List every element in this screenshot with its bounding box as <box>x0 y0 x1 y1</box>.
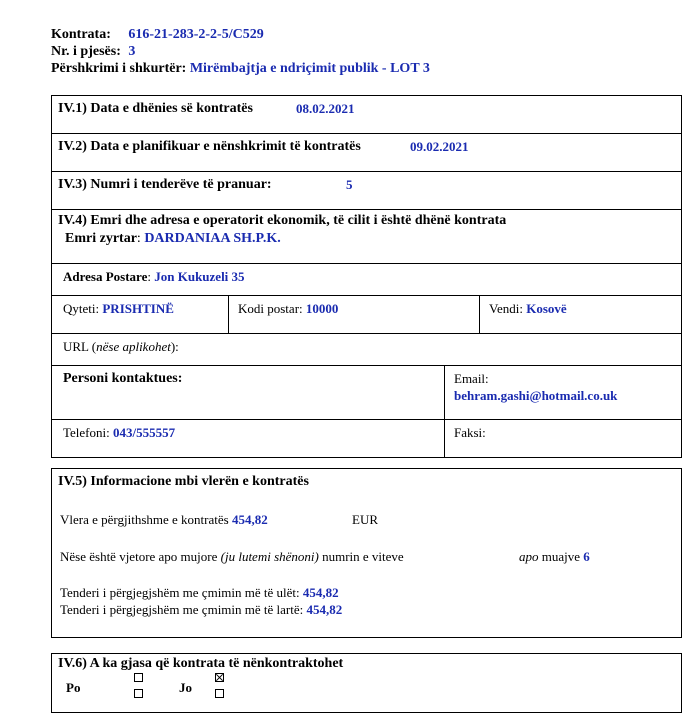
country-value: Kosovë <box>526 301 567 316</box>
email-value: behram.gashi@hotmail.co.uk <box>454 388 618 403</box>
official-name: Emri zyrtar: DARDANIAA SH.P.K. <box>65 231 281 246</box>
total-value-line <box>60 512 268 528</box>
postal-address: Adresa Postare: Jon Kukuzeli 35 <box>63 269 245 284</box>
postal-code-value: 10000 <box>305 301 339 316</box>
postal-address-label: Adresa Postare <box>63 269 148 284</box>
city-label: Qyteti: <box>63 301 100 316</box>
total-value-label: Vlera e përgjithshme e kontratës <box>60 512 229 527</box>
iv1-value: 08.02.2021 <box>296 101 355 116</box>
postal-code-label: Kodi postar: <box>238 301 303 316</box>
section-iv2 <box>52 134 681 172</box>
section-iv6 <box>51 653 682 713</box>
part-line: Nr. i pjesës: 3 <box>51 44 136 59</box>
section-iv4-url <box>52 334 681 366</box>
official-name-label: Emri zyrtar <box>65 231 137 246</box>
iv6-label: IV.6) A ka gjasa që kontrata të nënkontraktohet <box>58 656 344 671</box>
yes-checkbox-top[interactable] <box>134 673 143 682</box>
email-label: Email: <box>454 371 489 386</box>
official-name-value: DARDANIAA SH.P.K. <box>144 231 281 246</box>
description-value: Mirëmbajtja e ndriçimit publik - LOT 3 <box>189 61 430 76</box>
section-iv5 <box>51 468 682 638</box>
postal-code <box>238 301 338 317</box>
section-iv4-name <box>52 210 681 264</box>
description-line <box>51 61 430 77</box>
section-iv4-contact <box>52 366 681 420</box>
highest-price-value: 454,82 <box>306 602 343 617</box>
section-iv4-address <box>52 264 681 296</box>
period-value: 6 <box>583 549 590 564</box>
period-months: apo muajve 6 <box>519 549 590 564</box>
fax-label: Faksi: <box>454 425 486 440</box>
section-iv3 <box>52 172 681 210</box>
total-value: 454,82 <box>231 512 268 527</box>
currency: EUR <box>352 512 378 527</box>
highest-price-line: Tenderi i përgjegjshëm me çmimin më të lartë: 454,82 <box>60 602 343 617</box>
iv2-value: 09.02.2021 <box>410 139 469 154</box>
iv2-label: IV.2) Data e planifikuar e nënshkrimit të kontratës <box>58 139 361 154</box>
iv3-label: IV.3) Numri i tenderëve të pranuar: <box>58 177 272 192</box>
no-label: Jo <box>179 680 192 695</box>
phone-label: Telefoni: <box>63 425 110 440</box>
yes-checkbox[interactable] <box>134 689 143 698</box>
contract-value: 616-21-283-2-2-5/C529 <box>128 27 264 42</box>
yes-label: Po <box>66 680 81 695</box>
lowest-price-value: 454,82 <box>302 585 339 600</box>
phone <box>63 425 175 441</box>
city <box>63 301 174 317</box>
section-iv4-city-row <box>52 296 681 334</box>
description-label: Përshkrimi i shkurtër: <box>51 61 187 76</box>
contact-person-label: Personi kontaktues <box>63 371 178 386</box>
postal-address-value: Jon Kukuzeli 35 <box>154 269 245 284</box>
url: URL (nëse aplikohet): <box>63 339 179 354</box>
no-checkbox-checked[interactable] <box>215 673 224 682</box>
section-iv1 <box>52 96 681 134</box>
iv5-label: IV.5) Informacione mbi vlerën e kontratës <box>58 474 309 489</box>
contract-line <box>51 27 264 43</box>
iv3-value: 5 <box>346 177 353 192</box>
country <box>489 301 567 317</box>
contact-person: Personi kontaktues: <box>63 371 183 386</box>
section-iv4-phone <box>52 420 681 457</box>
country-label: Vendi: <box>489 301 523 316</box>
city-value: PRISHTINË <box>102 301 174 316</box>
part-value: 3 <box>128 44 136 59</box>
no-checkbox[interactable] <box>215 689 224 698</box>
phone-value: 043/555557 <box>113 425 176 440</box>
period-line: Nëse është vjetore apo mujore (ju lutemi shënoni) numrin e viteve <box>60 549 404 564</box>
iv1-label: IV.1) Data e dhënies së kontratës <box>58 101 253 116</box>
part-label: Nr. i pjesës <box>51 44 117 59</box>
iv4-label: IV.4) Emri dhe adresa e operatorit ekonomik, të cilit i është dhënë kontrata <box>58 213 507 228</box>
contract-label: Kontrata: <box>51 27 111 42</box>
award-info-box <box>51 95 682 458</box>
lowest-price-line: Tenderi i përgjegjshëm me çmimin më të ulët: 454,82 <box>60 585 339 600</box>
